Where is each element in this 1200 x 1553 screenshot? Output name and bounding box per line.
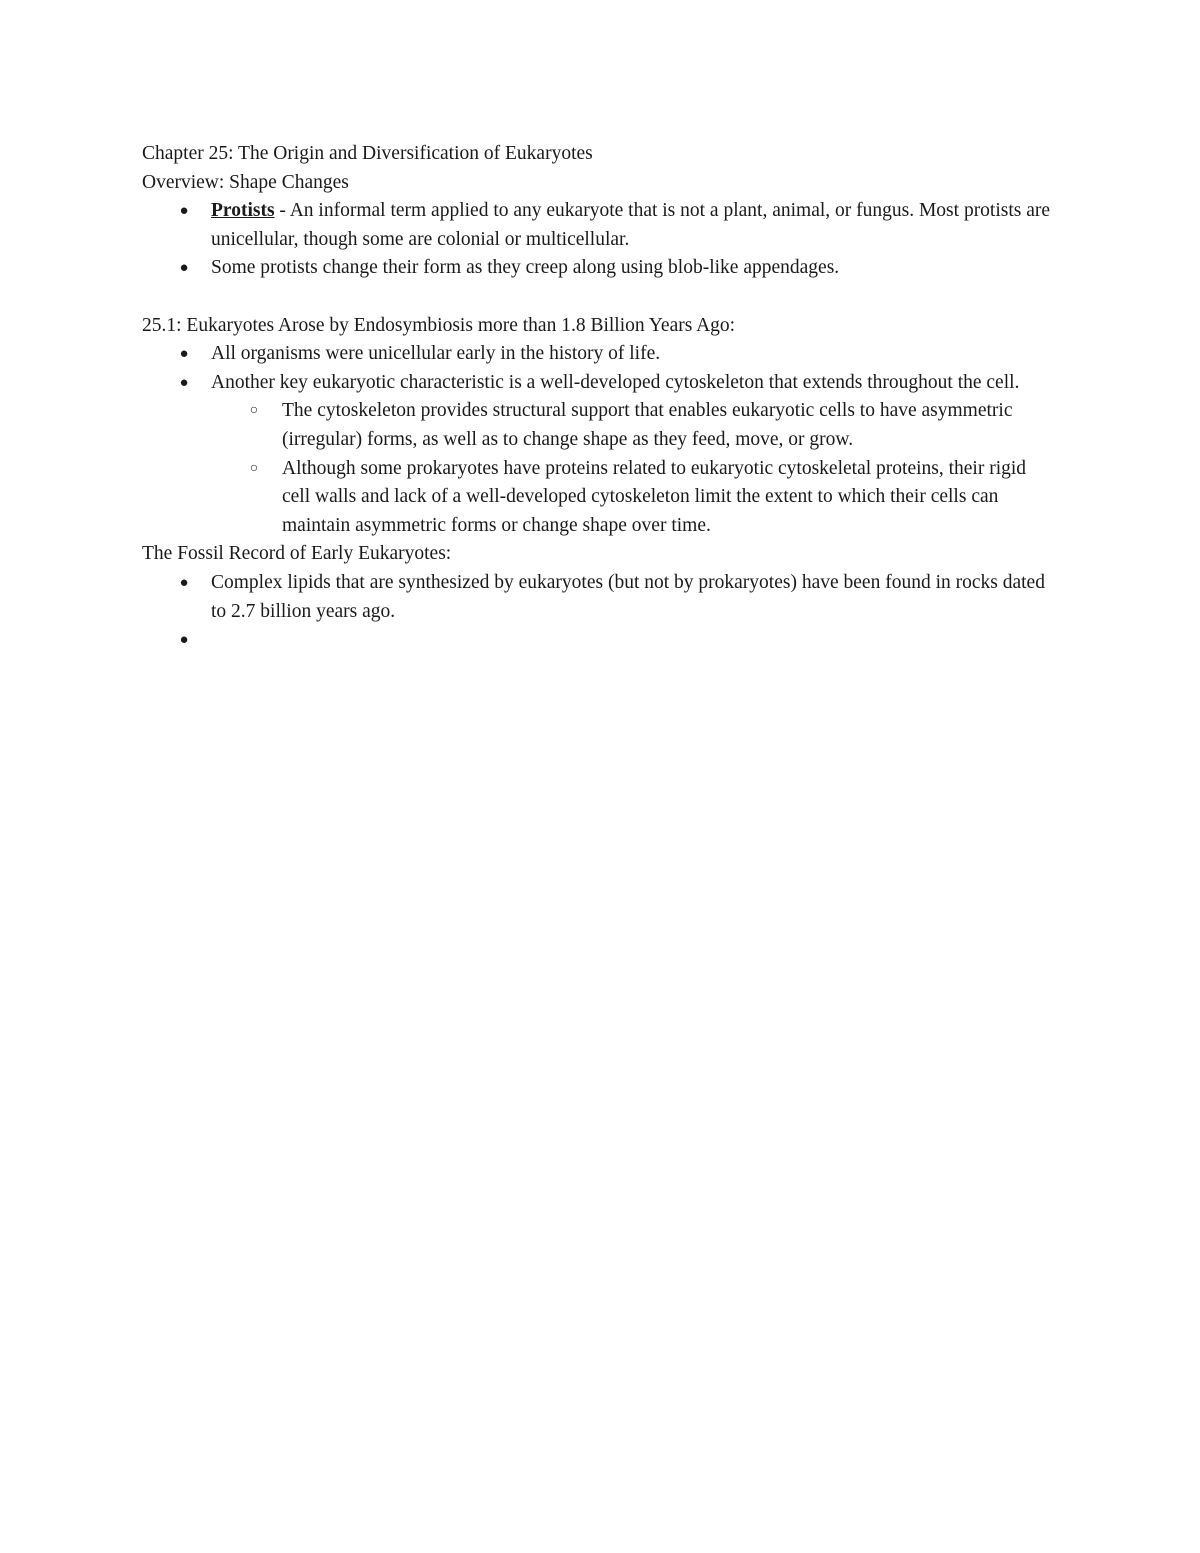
section-25-1-heading: 25.1: Eukaryotes Arose by Endosymbiosis more than 1.8 Billion Years Ago: [142, 314, 736, 336]
overview-list [142, 197, 1062, 283]
list-item-text: Complex lipids that are synthesized by eukaryotes (but not by prokaryotes) have been found in rocks dated to 2.7 billion years ago. [211, 571, 1045, 622]
bullet-icon: ● [179, 346, 189, 363]
bullet-icon: ● [179, 374, 189, 391]
list-item-text: - An informal term applied to any eukaryote that is not a plant, animal, or fungus. Most protists are unicellular, though some are colonial or multicellular. [211, 200, 1051, 250]
list-item [142, 340, 1062, 369]
term-protists: Protists [211, 200, 275, 222]
list-item [142, 569, 1051, 626]
fossil-record-heading: The Fossil Record of Early Eukaryotes: [142, 543, 452, 565]
list-item-text: All organisms were unicellular early in the history of life. [211, 343, 661, 365]
list-item [142, 254, 1062, 283]
list-item [142, 369, 1051, 541]
bullet-icon: ● [179, 260, 189, 277]
bullet-icon: ● [179, 632, 189, 649]
list-item-text: Some protists change their form as they creep along using blob-like appendages. [211, 257, 840, 279]
nested-list-item [211, 397, 1052, 454]
blank-line [142, 283, 1062, 312]
document-title: Chapter 25: The Origin and Diversification of Eukaryotes [142, 143, 593, 164]
list-item-text: Another key eukaryotic characteristic is a well-developed cytoskeleton that extends throughout the cell. [211, 371, 1020, 393]
nested-list [211, 397, 1051, 540]
list-item-empty [142, 626, 1062, 655]
section-25-1-list [142, 340, 1062, 540]
hollow-bullet-icon: ○ [249, 460, 259, 476]
hollow-bullet-icon: ○ [249, 403, 259, 419]
overview-heading: Overview: Shape Changes [142, 171, 349, 193]
bullet-icon: ● [179, 574, 189, 591]
document-page [142, 140, 1062, 655]
bullet-icon: ● [179, 203, 189, 220]
nested-list-item [211, 455, 1052, 541]
fossil-record-list [142, 569, 1062, 655]
nested-list-item-text: Although some prokaryotes have proteins related to eukaryotic cytoskeletal proteins, their rigid cell walls and lack of a well-developed cytoskeleton limit the extent to which their cells can maintain asymmetric forms or change shape over time. [282, 457, 1027, 536]
nested-list-item-text: The cytoskeleton provides structural support that enables eukaryotic cells to have asymmetric (irregular) forms, as well as to change shape as they feed, move, or grow. [282, 400, 1013, 450]
list-item [142, 197, 1051, 254]
